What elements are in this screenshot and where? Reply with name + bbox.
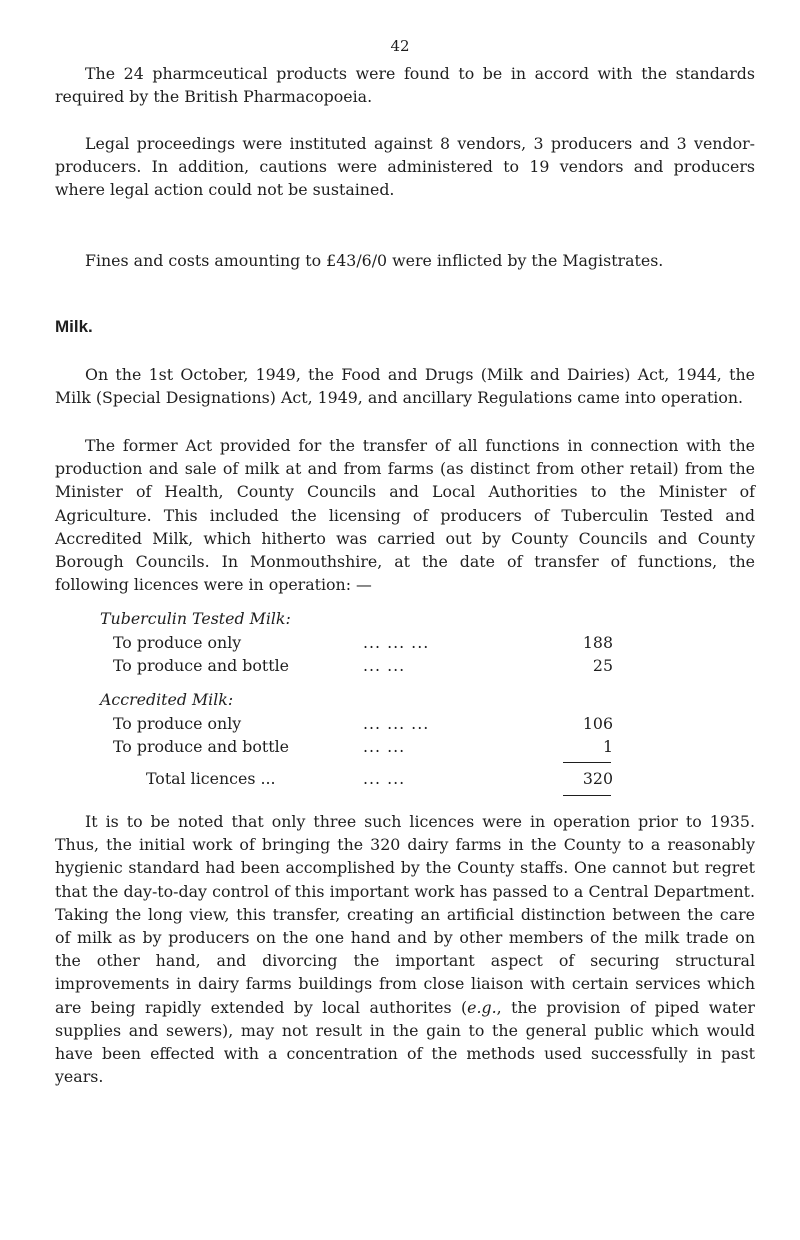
closing-paragraph (55, 810, 755, 1088)
table-row-label: To produce only (113, 633, 242, 652)
milk-paragraph-transfer: The former Act provided for the transfer of all functions in connection with the production and sale of milk at and from farms (as distinct from other retail) from the Minister of Health, County Councils and Local Authorities to the Minister of Agriculture. This included the licensing of producers of Tuberculin Tested and Accredited Milk, which hitherto was carried out by County Councils and County Borough Councils. In Monmouthshire, at the date of transfer of functions, the following licences were in operation: — (55, 436, 755, 595)
table-row-label: To produce and bottle (113, 656, 289, 675)
table-row (113, 655, 613, 677)
closing-text-end: , the provision of piped water supplies and sewers), may not result in the gain to the general public which would have been effected with a concentration of the methods used successfully in past years. (55, 997, 755, 1087)
table-total-label: Total licences ... (146, 769, 276, 788)
table-row-label: To produce and bottle (113, 737, 289, 756)
table-row-leader: ... ... (363, 737, 406, 756)
table-row-value: 1 (602, 737, 613, 756)
table-row-value: 188 (582, 633, 613, 652)
milk-paragraph-acts: On the 1st October, 1949, the Food and Drugs (Milk and Dairies) Act, 1944, the Milk (Special Designations) Act, 1949, and ancillary Regulations came into operation. (55, 365, 755, 408)
table-row-leader: ... ... ... (363, 633, 430, 652)
table-row (113, 632, 613, 654)
table-row-value: 106 (582, 714, 613, 733)
table-row (113, 736, 613, 758)
total-rule-bottom (563, 795, 611, 796)
table-section-heading-accredited: Accredited Milk: (100, 690, 234, 709)
closing-text-start: It is to be noted that only three such licences were in operation prior to 1935. Thus, the initial work of bringing the 320 dairy farms in the County to a reasonably hygienic standard had been accomplished by the County staffs. One cannot but regret that the day-to-day control of this important work has passed to a Central Department. Taking the long view, this transfer, creating an artificial distinction between the care of milk as by producers on the one hand and by other members of the milk trade on the other hand, and divorcing the important aspect of securing structural improvements in dairy farms buildings from close liaison with certain services which are being rapidly extended by local authorites ( (55, 812, 755, 1017)
table-row-leader: ... ... ... (363, 714, 430, 733)
total-rule-top (563, 762, 611, 763)
table-total-value: 320 (582, 769, 613, 788)
intro-paragraph-legal-proceedings: Legal proceedings were instituted against 8 vendors, 3 producers and 3 vendor-producers. In addition, cautions were administered to 19 vendors and producers where legal action could not be sustained. (55, 134, 755, 200)
table-total-leader: ... ... (363, 769, 406, 788)
page-number: 42 (390, 37, 410, 55)
intro-paragraph-pharmaceutical: The 24 pharmceutical products were found to be in accord with the standards required by the British Pharmacopoeia. (55, 64, 755, 107)
table-row-leader: ... ... (363, 656, 406, 675)
table-row (113, 713, 613, 735)
table-section-heading-tuberculin: Tuberculin Tested Milk: (100, 609, 291, 628)
table-row-value: 25 (592, 656, 613, 675)
table-row-label: To produce only (113, 714, 242, 733)
closing-text-example: e.g. (467, 997, 497, 1017)
table-total-row (146, 768, 613, 790)
intro-paragraph-fines: Fines and costs amounting to £43/6/0 were inflicted by the Magistrates. (85, 251, 664, 270)
milk-heading: Milk. (55, 317, 93, 336)
